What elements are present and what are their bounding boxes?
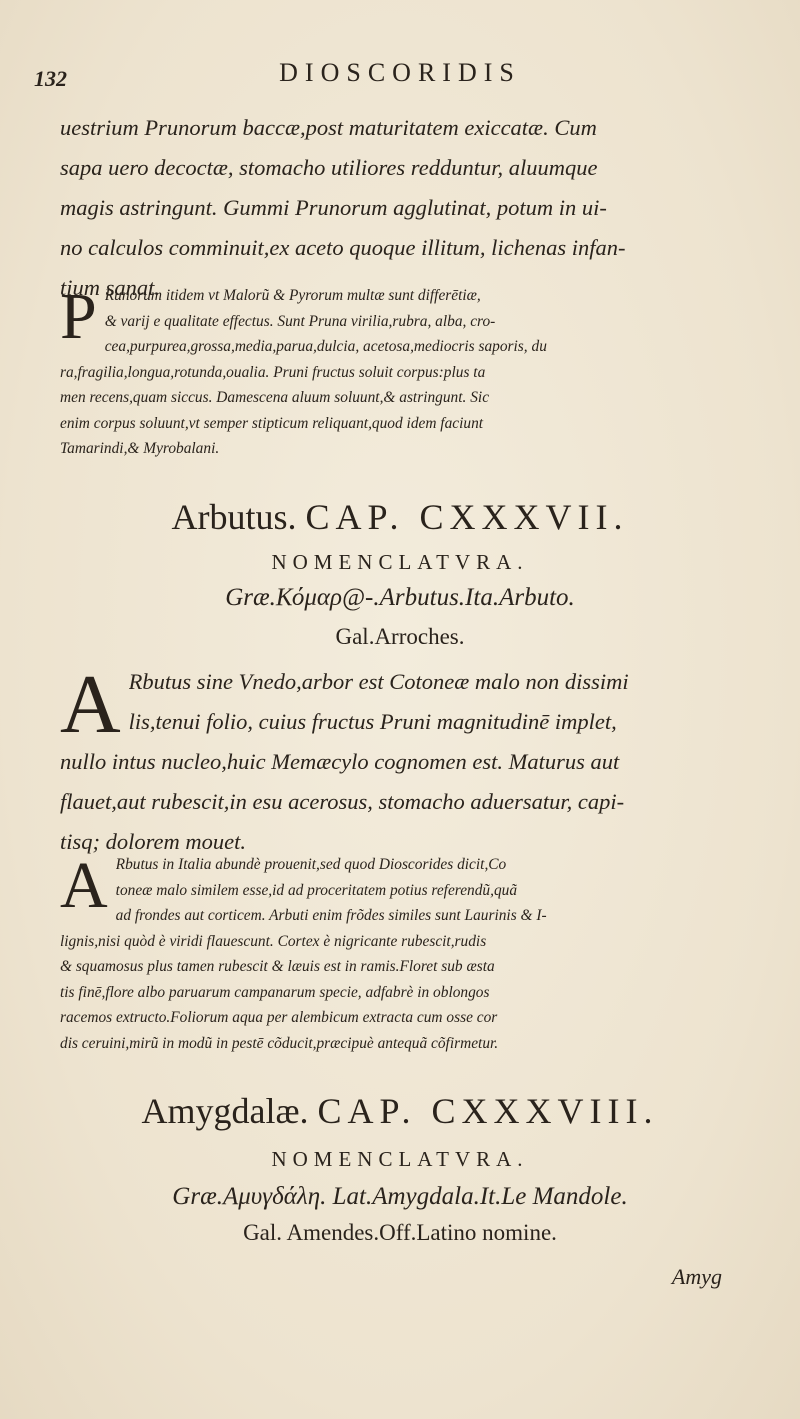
chapter-title: Arbutus. [171, 497, 297, 537]
text-line: cea,purpurea,grossa,media,parua,dulcia, acetosa,mediocris saporis, du [104, 338, 547, 355]
text-line: Tamarindi,& Myrobalani. [60, 440, 220, 457]
page-header [0, 58, 800, 94]
text-line: Runorum itidem vt Malorũ & Pyrorum multæ sunt differētiæ, [104, 287, 481, 304]
running-title: DIOSCORIDIS [279, 58, 521, 87]
text-line: nullo intus nucleo,huic Memæcylo cognomen est. Maturus aut [60, 749, 620, 774]
nomenclature-gallic: Gal.Arroches. [335, 624, 465, 649]
nomenclature-names: Græ.Κόμαρ@-.Arbutus.Ita.Arbuto. [225, 584, 575, 611]
text-line: enim corpus soluunt,vt semper stipticum reliquant,quod idem faciunt [60, 414, 484, 432]
paragraph-prunorum-end [60, 108, 750, 308]
chapter-number: CAP. CXXXVIII. [317, 1091, 659, 1131]
commentary-pruna [60, 280, 750, 462]
text-line: ad frondes aut corticem. Arbuti enim frõdes similes sunt Laurinis & I- [115, 907, 547, 924]
paragraph-arbutus [60, 658, 750, 862]
text-line: tium sanat. [60, 275, 161, 300]
page-number: 132 [34, 66, 67, 91]
nomenclature-gallic: Gal. Amendes.Off.Latino nomine. [243, 1220, 557, 1245]
text-line: sapa uero decoctæ, stomacho utiliores redduntur, aluumque [60, 155, 598, 180]
drop-capital: P [60, 280, 97, 353]
commentary-arbutus [60, 849, 750, 1056]
text-line: & squamosus plus tamen rubescit & læuis est in ramis.Floret sub æsta [60, 958, 495, 975]
text-line: racemos extructo.Foliorum aqua per alembicum extracta cum osse cor [60, 1009, 498, 1026]
text-line: lignis,nisi quòd è viridi flauescunt. Cortex è nigricante rubescit,rudis [60, 932, 487, 950]
text-line: & varij e qualitate effectus. Sunt Pruna virilia,rubra, alba, cro- [104, 312, 496, 330]
text-line: tisq; dolorem mouet. [60, 829, 247, 854]
text-line: lis,tenui folio, cuius fructus Pruni magnitudinē implet, [128, 709, 617, 734]
text-line: uestrium Prunorum baccæ,post maturitatem exiccatæ. Cum [60, 115, 597, 140]
text-line: Rbutus sine Vnedo,arbor est Cotoneæ malo non dissimi [128, 669, 629, 694]
drop-capital: A [60, 849, 108, 922]
text-line: no calculos comminuit,ex aceto quoque illitum, lichenas infan- [60, 235, 626, 260]
nomenclature-heading: NOMENCLATVRA. [271, 1147, 529, 1171]
text-line: Rbutus in Italia abundè prouenit,sed quod Dioscorides dicit,Co [115, 856, 507, 873]
text-line: tis finē,flore albo paruarum campanarum specie, adfabrè in oblongos [60, 983, 490, 1001]
chapter-number: CAP. CXXXVII. [305, 497, 629, 537]
text-line: ra,fragilia,longua,rotunda,oualia. Pruni fructus soluit corpus:plus ta [60, 363, 486, 381]
catchword: Amyg [671, 1264, 722, 1289]
text-line: dis ceruini,mirũ in modũ in pestē cõducit,præcipuè antequã cõfirmetur. [60, 1034, 499, 1052]
chapter-heading-amygdalae [0, 1090, 800, 1132]
nomenclature-heading: NOMENCLATVRA. [271, 550, 529, 574]
text-line: magis astringunt. Gummi Prunorum agglutinat, potum in ui- [60, 195, 607, 220]
text-line: flauet,aut rubescit,in esu acerosus, stomacho aduersatur, capi- [60, 789, 625, 814]
chapter-title: Amygdalæ. [141, 1091, 309, 1131]
drop-capital: A [60, 658, 121, 751]
nomenclature-names: Græ.Αμυγδάλη. Lat.Amygdala.It.Le Mandole. [172, 1183, 628, 1210]
text-line: men recens,quam siccus. Damescena aluum soluunt,& astringunt. Sic [60, 389, 490, 406]
text-line: toneæ malo similem esse,id ad proceritatem potius referendũ,quã [115, 881, 518, 899]
chapter-heading-arbutus [0, 496, 800, 538]
